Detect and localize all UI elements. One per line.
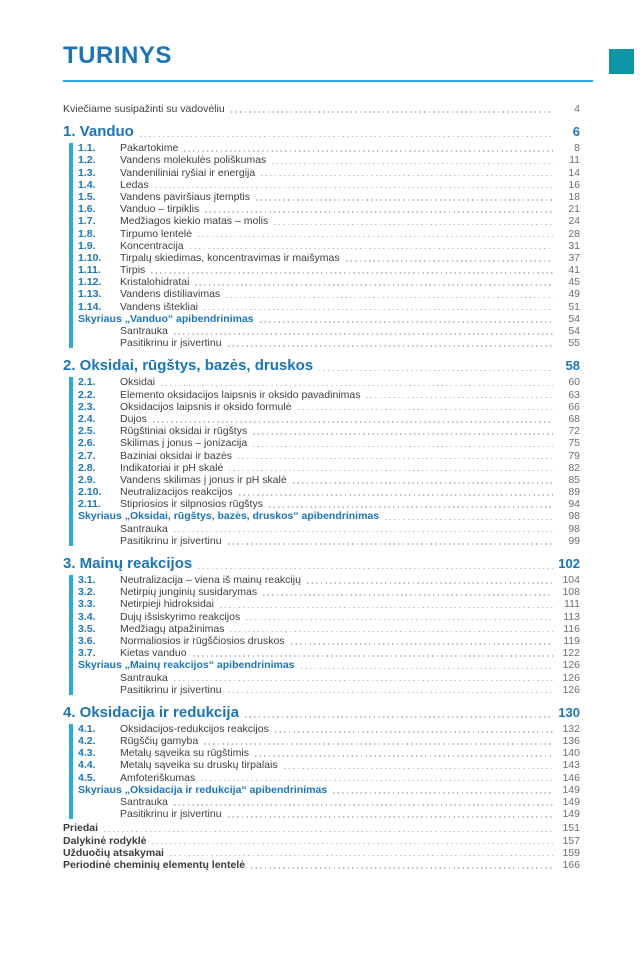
dot-leader: [201, 780, 553, 782]
dot-leader: [263, 594, 553, 596]
item-label: Santrauka: [120, 671, 168, 684]
item-label: Metalų sąveika su druskų tirpalais: [120, 759, 278, 772]
item-number: 2.3.: [78, 400, 96, 413]
item-number: 2.7.: [78, 449, 96, 462]
item-label: Ledas: [120, 178, 149, 191]
dot-leader: [246, 619, 553, 621]
item-number: 1.10.: [78, 251, 102, 264]
page-number: 31: [568, 239, 580, 252]
toc-entry[interactable]: [69, 623, 580, 635]
page-number: 72: [568, 425, 580, 438]
toc-entry-sub[interactable]: [69, 337, 580, 349]
page-number: 16: [568, 178, 580, 191]
summary-label: Skyriaus „Oksidacija ir redukcija“ apibendrinimas: [78, 783, 328, 796]
section-accent-bar: [69, 143, 73, 348]
dot-leader: [298, 409, 553, 411]
item-number: 2.2.: [78, 388, 96, 401]
page-number: 132: [562, 722, 580, 735]
item-label: Netirpieji hidroksidai: [120, 598, 214, 611]
page-number: 99: [568, 534, 580, 547]
item-label: Medžiagos kiekio matas – molis: [120, 215, 269, 228]
toc-entry[interactable]: [69, 167, 580, 179]
item-label: Medžiagų atpažinimas: [120, 622, 225, 635]
page-number: 75: [568, 437, 580, 450]
page-number: 89: [568, 486, 580, 499]
chapter-page-number: 130: [558, 704, 580, 720]
page-number: 149: [562, 783, 580, 796]
page-number: 28: [568, 227, 580, 240]
item-number: 2.1.: [78, 376, 96, 389]
item-number: 1.3.: [78, 166, 96, 179]
toc-entry[interactable]: [69, 288, 580, 300]
item-label: Elemento oksidacijos laipsnis ir oksido pavadinimas: [120, 388, 361, 401]
item-label: Rūgščių gamyba: [120, 735, 199, 748]
page-number: 24: [568, 215, 580, 228]
summary-label: Skyriaus „Vanduo“ apibendrinimas: [78, 312, 254, 325]
chapter-group: [69, 376, 580, 547]
page-number: 11: [569, 154, 580, 167]
toc-entry[interactable]: [69, 474, 580, 486]
item-number: 3.7.: [78, 647, 96, 660]
toc-entry-extra[interactable]: [63, 835, 580, 847]
item-number: 1.8.: [78, 227, 96, 240]
page-number: 108: [562, 586, 580, 599]
dot-leader: [291, 643, 553, 645]
item-label: Pasitikrinu ir įsivertinu: [120, 534, 222, 547]
toc-entry[interactable]: [69, 413, 580, 425]
dot-leader: [153, 421, 553, 423]
dot-leader: [161, 385, 553, 387]
summary-label: Skyriaus „Oksidai, rūgštys, bazės, druskos“ apibendrinimas: [78, 510, 380, 523]
item-label: Vandens paviršiaus įtemptis: [120, 190, 250, 203]
item-label: Vanduo – tirpiklis: [120, 203, 200, 216]
dot-leader: [346, 260, 553, 262]
page-number: 63: [568, 388, 580, 401]
page-number: 126: [562, 659, 580, 672]
page-number: 14: [568, 166, 580, 179]
page-number: 68: [568, 412, 580, 425]
toc-entry[interactable]: [69, 647, 580, 659]
toc-entry[interactable]: [69, 747, 580, 759]
chapter-heading[interactable]: [63, 555, 580, 572]
dot-leader: [239, 494, 553, 496]
dot-leader: [275, 731, 553, 733]
item-label: Santrauka: [120, 522, 168, 535]
dot-leader: [174, 680, 553, 682]
dot-leader: [251, 867, 553, 869]
toc-entry[interactable]: [69, 735, 580, 747]
extra-label: Periodinė cheminių elementų lentelė: [63, 858, 246, 871]
item-number: 1.11.: [78, 264, 101, 277]
dot-leader: [228, 816, 553, 818]
title-rule: [63, 80, 593, 82]
toc-entry[interactable]: [69, 203, 580, 215]
dot-leader: [155, 187, 553, 189]
dot-leader: [245, 716, 553, 718]
toc-entry-extra[interactable]: [63, 859, 580, 871]
page-number: 157: [562, 834, 580, 847]
item-number: 1.1.: [78, 142, 96, 155]
toc-entry[interactable]: [69, 252, 580, 264]
dot-leader: [238, 458, 553, 460]
dot-leader: [151, 272, 553, 274]
item-label: Tirpis: [120, 264, 146, 277]
dot-leader: [284, 768, 553, 770]
item-label: Vandens molekulės poliškumas: [120, 154, 267, 167]
toc-entry-summary[interactable]: [69, 659, 580, 671]
page-number: 166: [562, 858, 580, 871]
toc-entry[interactable]: [69, 425, 580, 437]
item-label: Dujų išsiskyrimo reakcijos: [120, 610, 241, 623]
dot-leader: [174, 804, 553, 806]
chapter-title: 2. Oksidai, rūgštys, bazės, druskos: [63, 357, 314, 375]
item-number: 4.1.: [78, 722, 96, 735]
item-number: 3.3.: [78, 598, 96, 611]
dot-leader: [195, 284, 553, 286]
dot-leader: [174, 531, 553, 533]
toc-entry[interactable]: [69, 240, 580, 252]
toc-entry[interactable]: [69, 215, 580, 227]
item-number: 1.5.: [78, 190, 96, 203]
page-number: 104: [562, 574, 580, 586]
dot-leader: [261, 175, 553, 177]
chapter-heading[interactable]: [63, 123, 580, 140]
item-label: Vandens skilimas į jonus ir pH skalė: [120, 473, 287, 486]
item-label: Baziniai oksidai ir bazės: [120, 449, 233, 462]
toc-entry[interactable]: [69, 723, 580, 735]
dot-leader: [152, 843, 553, 845]
item-label: Normaliosios ir rūgščiosios druskos: [120, 634, 285, 647]
dot-leader: [293, 482, 553, 484]
chapter-page-number: 102: [558, 556, 580, 571]
toc-entry[interactable]: [69, 179, 580, 191]
toc-entry[interactable]: [69, 486, 580, 498]
item-label: Neutralizacijos reakcijos: [120, 486, 233, 499]
toc-entry-sub[interactable]: [69, 535, 580, 547]
chapter-page-number: 58: [565, 358, 580, 374]
dot-leader: [253, 446, 553, 448]
toc-entry-sub[interactable]: [69, 684, 580, 696]
item-label: Kviečiame susipažinti su vadovėliu: [63, 103, 225, 115]
dot-leader: [220, 607, 553, 609]
item-label: Pasitikrinu ir įsivertinu: [120, 337, 222, 350]
page-number: 82: [568, 461, 580, 474]
item-number: 1.12.: [78, 276, 102, 289]
item-label: Vandens ištekliai: [120, 300, 199, 313]
toc-entry-extra[interactable]: [63, 822, 580, 834]
item-number: 3.2.: [78, 586, 96, 599]
item-number: 2.8.: [78, 461, 96, 474]
page-number: 126: [562, 683, 580, 696]
item-label: Pasitikrinu ir įsivertinu: [120, 683, 222, 696]
toc-entry[interactable]: [69, 611, 580, 623]
toc-entry-summary[interactable]: [69, 784, 580, 796]
item-number: 1.6.: [78, 203, 96, 216]
page-number: 94: [568, 498, 580, 511]
dot-leader: [204, 743, 553, 745]
page-number: 98: [568, 510, 580, 523]
toc-entry-sub[interactable]: [69, 325, 580, 337]
toc-entry[interactable]: [69, 276, 580, 288]
toc-entry[interactable]: [69, 598, 580, 610]
dot-leader: [198, 236, 553, 238]
page-number: 21: [568, 203, 580, 216]
item-number: 4.3.: [78, 747, 96, 760]
toc-entry[interactable]: [69, 772, 580, 784]
page-number: 119: [563, 634, 580, 647]
chapter-heading[interactable]: [63, 357, 580, 374]
dot-leader: [260, 321, 553, 323]
page-number: 37: [568, 251, 580, 264]
dot-leader: [228, 543, 553, 545]
page-number: 136: [562, 735, 580, 748]
item-label: Skilimas į jonus – jonizacija: [120, 437, 248, 450]
page-number: 111: [564, 598, 580, 611]
dot-leader: [269, 506, 553, 508]
item-label: Rūgštiniai oksidai ir rūgštys: [120, 425, 248, 438]
page-number: 159: [562, 846, 580, 859]
item-number: 2.11.: [78, 498, 101, 511]
page-number: 60: [568, 376, 580, 389]
item-number: 1.13.: [78, 288, 102, 301]
item-number: 2.9.: [78, 473, 96, 486]
item-label: Oksidacijos laipsnis ir oksido formulė: [120, 400, 292, 413]
extra-label: Priedai: [63, 822, 99, 835]
item-number: 2.10.: [78, 486, 102, 499]
extra-label: Dalykinė rodyklė: [63, 834, 147, 847]
item-number: 2.5.: [78, 425, 96, 438]
dot-leader: [184, 150, 553, 152]
item-number: 2.4.: [78, 412, 96, 425]
page-number: 51: [568, 300, 580, 313]
item-label: Santrauka: [120, 796, 168, 808]
dot-leader: [170, 855, 553, 857]
page-number: 140: [562, 747, 580, 760]
item-number: 1.2.: [78, 154, 96, 167]
item-number: 4.5.: [78, 771, 96, 784]
item-number: 2.6.: [78, 437, 96, 450]
page-number: 122: [562, 647, 580, 660]
page-number: 45: [568, 276, 580, 289]
item-label: Indikatoriai ir pH skalė: [120, 461, 224, 474]
page-number: 149: [562, 796, 580, 808]
summary-label: Skyriaus „Mainų reakcijos“ apibendrinimas: [78, 659, 295, 672]
dot-leader: [366, 397, 553, 399]
item-label: Vandeniliniai ryšiai ir energija: [120, 166, 256, 179]
page-number: 85: [568, 473, 580, 486]
item-label: Vandens distiliavimas: [120, 288, 221, 301]
toc-entry[interactable]: [69, 498, 580, 510]
item-label: Kietas vanduo: [120, 647, 187, 660]
page-number: 54: [568, 312, 580, 325]
chapter-group: [69, 723, 580, 821]
page-number: 143: [562, 759, 580, 772]
page-number: 4: [574, 103, 580, 115]
dot-leader: [205, 211, 553, 213]
page-number: 98: [568, 522, 580, 535]
toc-entry[interactable]: [69, 635, 580, 647]
item-label: Tirpumo lentelė: [120, 227, 192, 240]
section-accent-bar: [69, 575, 73, 695]
item-label: Kristalohidratai: [120, 276, 190, 289]
dot-leader: [228, 692, 553, 694]
dot-leader: [333, 792, 553, 794]
page-number: 55: [568, 337, 580, 350]
page-number: 113: [563, 610, 580, 623]
page-number: 79: [568, 449, 580, 462]
toc-entry-extra[interactable]: [63, 847, 580, 859]
chapter-group: [69, 142, 580, 349]
item-label: Oksidacijos-redukcijos reakcijos: [120, 722, 269, 735]
toc-entry[interactable]: [69, 228, 580, 240]
item-number: 4.4.: [78, 759, 96, 772]
chapter-group: [69, 574, 580, 696]
item-number: 1.7.: [78, 215, 96, 228]
page-number: 54: [568, 325, 580, 337]
item-label: Koncentracija: [120, 239, 184, 252]
toc-entry-summary[interactable]: [69, 510, 580, 522]
toc-entry[interactable]: [69, 586, 580, 598]
toc-entry-sub[interactable]: [69, 796, 580, 808]
dot-leader: [228, 345, 553, 347]
dot-leader: [104, 831, 553, 833]
dot-leader: [301, 668, 554, 670]
dot-leader: [255, 755, 553, 757]
item-number: 3.6.: [78, 634, 96, 647]
page-number: 116: [563, 622, 580, 635]
toc-entry[interactable]: [69, 191, 580, 203]
item-label: Neutralizacija – viena iš mainų reakcijų: [120, 574, 301, 586]
item-label: Netirpių junginių susidarymas: [120, 586, 258, 599]
item-number: 4.2.: [78, 735, 96, 748]
dot-leader: [198, 568, 553, 570]
toc-entry[interactable]: [69, 154, 580, 166]
dot-leader: [253, 433, 553, 435]
toc-entry-sub[interactable]: [69, 672, 580, 684]
chapter-title: 1. Vanduo: [63, 123, 134, 141]
page-title: TURINYS: [63, 42, 172, 69]
item-label: Stipriosios ir silpnosios rūgštys: [120, 498, 263, 511]
dot-leader: [174, 333, 553, 335]
page-number: 146: [562, 771, 580, 784]
item-label: Dujos: [120, 412, 147, 425]
dot-leader: [204, 309, 553, 311]
page-number: 126: [562, 671, 580, 684]
item-number: 1.9.: [78, 239, 96, 252]
dot-leader: [229, 470, 553, 472]
item-label: Amfoteriškumas: [120, 771, 196, 784]
toc-entry[interactable]: [69, 376, 580, 388]
dot-leader: [193, 655, 553, 657]
toc-list: [63, 103, 580, 871]
dot-leader: [307, 582, 553, 584]
chapter-title: 3. Mainų reakcijos: [63, 555, 193, 572]
toc-entry-sub[interactable]: [69, 523, 580, 535]
item-label: Oksidai: [120, 376, 156, 389]
page-number: 18: [568, 190, 580, 203]
chapter-page-number: 6: [572, 124, 580, 140]
toc-entry-intro[interactable]: [63, 103, 580, 115]
toc-entry[interactable]: [69, 264, 580, 276]
page-number: 49: [568, 288, 580, 301]
toc-entry[interactable]: [69, 759, 580, 771]
dot-leader: [231, 111, 553, 113]
page-number: 149: [562, 808, 580, 821]
toc-entry[interactable]: [69, 301, 580, 313]
dot-leader: [274, 224, 553, 226]
chapter-heading[interactable]: [63, 704, 580, 721]
dot-leader: [190, 248, 553, 250]
page-number: 8: [574, 142, 580, 155]
back-matter-list: [63, 822, 580, 871]
item-label: Metalų sąveika su rūgštimis: [120, 747, 249, 760]
item-label: Santrauka: [120, 325, 168, 337]
dot-leader: [272, 163, 553, 165]
toc-page: [0, 42, 640, 970]
toc-content: [0, 42, 640, 871]
extra-label: Užduočių atsakymai: [63, 846, 164, 859]
item-number: 1.14.: [78, 300, 102, 313]
toc-entry[interactable]: [69, 401, 580, 413]
chapter-title: 4. Oksidacija ir redukcija: [63, 703, 239, 721]
page-number: 41: [568, 264, 580, 277]
dot-leader: [385, 519, 553, 521]
dot-leader: [230, 631, 553, 633]
toc-entry[interactable]: [69, 450, 580, 462]
toc-entry[interactable]: [69, 462, 580, 474]
item-label: Pakartokime: [120, 142, 179, 155]
item-number: 1.4.: [78, 178, 96, 191]
section-accent-bar: [69, 377, 73, 546]
dot-leader: [140, 136, 553, 138]
toc-entry-sub[interactable]: [69, 808, 580, 820]
toc-entry[interactable]: [69, 437, 580, 449]
item-label: Pasitikrinu ir įsivertinu: [120, 808, 222, 821]
item-label: Tirpalų skiedimas, koncentravimas ir maišymas: [120, 251, 340, 264]
page-number: 66: [568, 400, 580, 413]
toc-entry[interactable]: [69, 389, 580, 401]
item-number: 3.1.: [78, 574, 96, 586]
toc-entry-summary[interactable]: [69, 313, 580, 325]
section-accent-bar: [69, 724, 73, 820]
dot-leader: [226, 297, 553, 299]
dot-leader: [256, 199, 553, 201]
dot-leader: [319, 370, 553, 372]
toc-entry[interactable]: [69, 574, 580, 586]
item-number: 3.4.: [78, 610, 96, 623]
page-number: 151: [562, 822, 580, 835]
item-number: 3.5.: [78, 622, 96, 635]
series-color-tab: [609, 49, 634, 74]
toc-entry[interactable]: [69, 142, 580, 154]
